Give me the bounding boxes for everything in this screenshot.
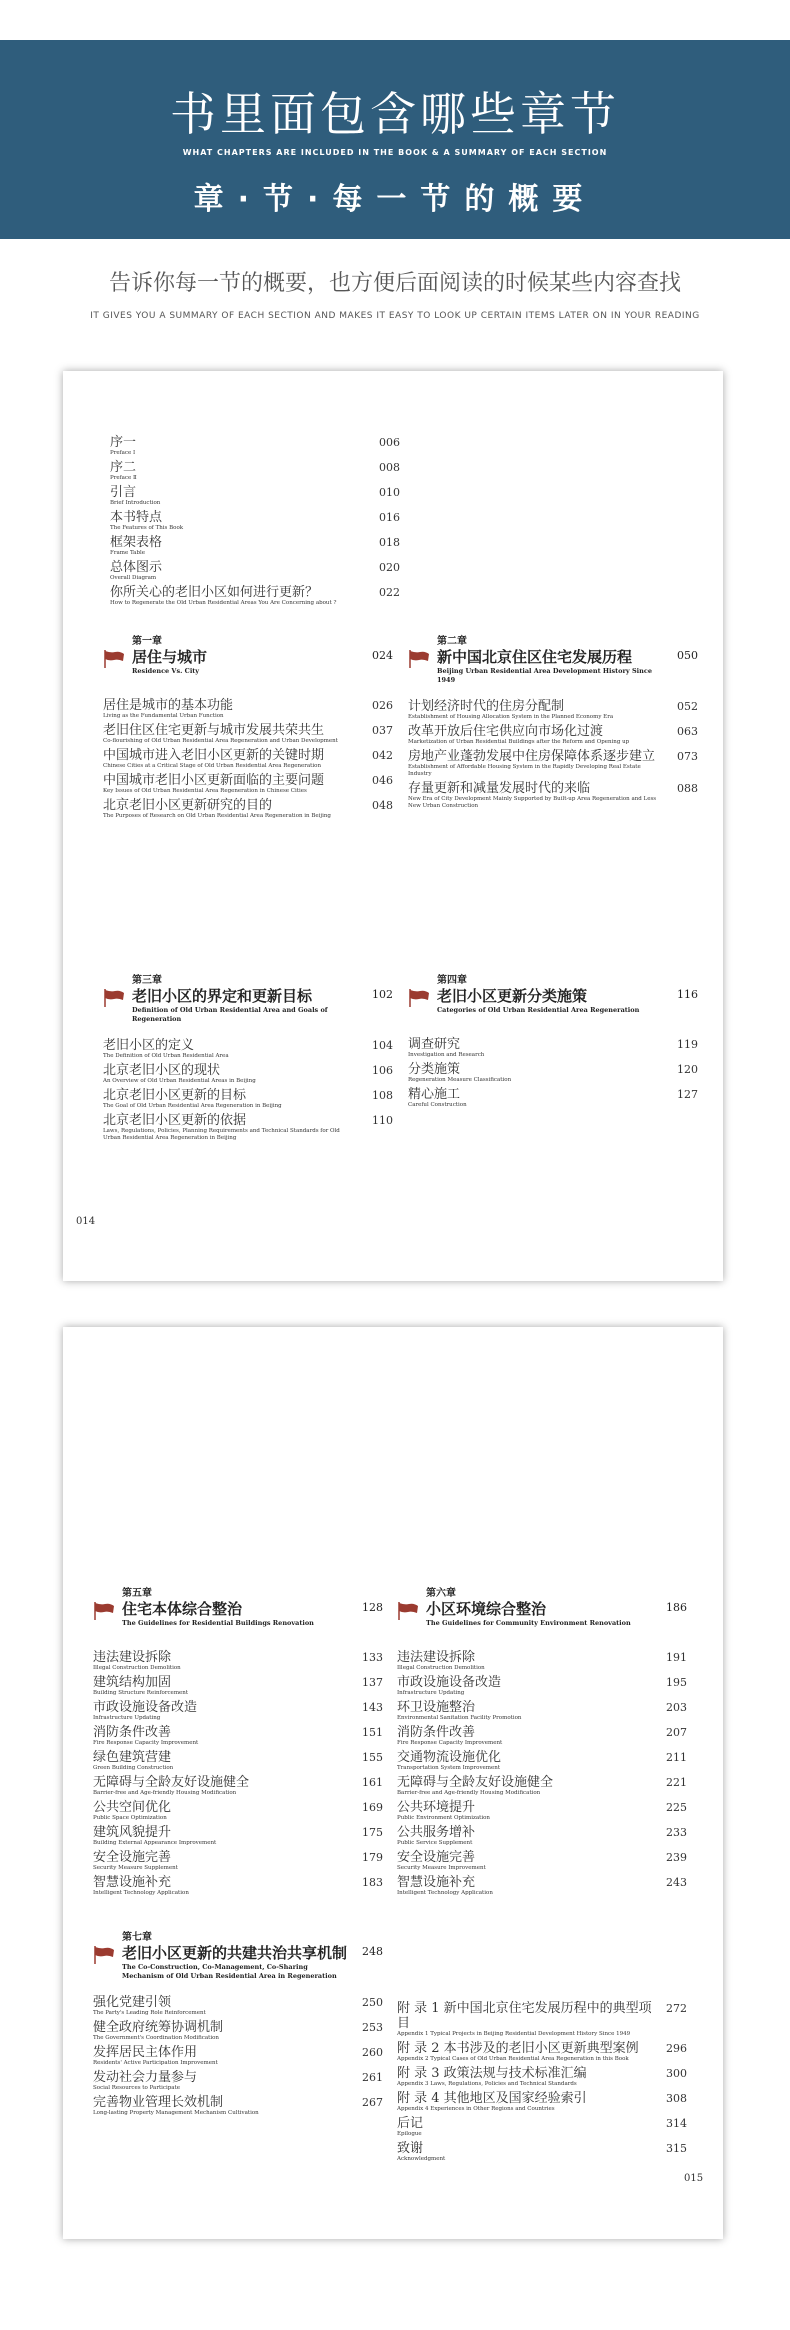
chapter-heading[interactable] [397, 1588, 687, 1636]
toc-entry[interactable] [397, 2066, 687, 2091]
toc-entry[interactable] [110, 560, 400, 585]
toc-entry[interactable] [93, 1775, 383, 1800]
toc-entry[interactable] [110, 535, 400, 560]
entry-page-number: 183 [362, 1876, 383, 1889]
chapter-page-number: 186 [666, 1601, 687, 1614]
entry-page-number: 143 [362, 1701, 383, 1714]
entry-title-zh: 环卫设施整治 [397, 1700, 476, 1715]
entry-title-en: Intelligent Technology Application [93, 1890, 189, 1896]
toc-entry[interactable] [93, 1875, 383, 1900]
entry-page-number: 110 [372, 1114, 393, 1127]
toc-entry[interactable] [397, 2141, 687, 2166]
entry-title-en: Overall Diagram [110, 575, 157, 581]
page-number: 014 [76, 1216, 96, 1227]
chapter-title-zh: 居住与城市 [132, 648, 208, 666]
entry-title-zh: 健全政府统筹协调机制 [93, 2020, 224, 2035]
toc-entry[interactable] [397, 1725, 687, 1750]
entry-page-number: 161 [362, 1776, 383, 1789]
entry-title-zh: 附 录 2 本书涉及的老旧小区更新典型案例 [397, 2041, 639, 2056]
entry-title-en: The Government's Coordination Modification [93, 2035, 219, 2041]
toc-entry[interactable] [397, 1850, 687, 1875]
entry-title-zh: 房地产业蓬勃发展中住房保障体系逐步建立 [408, 749, 656, 764]
entry-page-number: 155 [362, 1751, 383, 1764]
chapter-number: 第一章 [132, 636, 162, 647]
toc-entry[interactable] [103, 798, 393, 823]
toc-entry[interactable] [93, 1650, 383, 1675]
entry-title-zh: 附 录 3 政策法规与技术标准汇编 [397, 2066, 587, 2081]
chapter-page-number: 128 [362, 1601, 383, 1614]
entry-page-number: 272 [666, 2002, 687, 2015]
entry-title-zh: 违法建设拆除 [397, 1650, 476, 1665]
entry-title-en: The Purposes of Research on Old Urban Residential Area Regeneration in Beijing [103, 813, 331, 819]
toc-entry[interactable] [93, 1995, 383, 2020]
entry-title-en: Long-lasting Property Management Mechanism Cultivation [93, 2110, 259, 2116]
entry-title-en: The Features of This Book [110, 525, 184, 531]
entry-title-en: Public Service Supplement [397, 1840, 473, 1846]
toc-entry[interactable] [103, 1088, 393, 1113]
chapter-page-number: 102 [372, 988, 393, 1001]
toc-entry[interactable] [397, 2116, 687, 2141]
entry-title-zh: 北京老旧小区更新的依据 [103, 1113, 247, 1128]
toc-entry[interactable] [93, 1700, 383, 1725]
chapter-heading[interactable] [103, 975, 393, 1024]
toc-entry[interactable] [397, 2041, 687, 2066]
entry-page-number: 221 [666, 1776, 687, 1789]
entry-page-number: 106 [372, 1064, 393, 1077]
toc-entry[interactable] [397, 1800, 687, 1825]
entry-title-zh: 居住是城市的基本功能 [103, 698, 234, 713]
entry-title-en: Careful Construction [408, 1102, 467, 1108]
entry-title-en: Social Resources to Participate [93, 2085, 181, 2091]
chapter-heading[interactable] [103, 636, 393, 684]
chapter-2 [408, 636, 698, 813]
toc-entry[interactable] [408, 1062, 698, 1087]
toc-entry[interactable] [408, 749, 698, 781]
entry-title-zh: 老旧住区住宅更新与城市发展共荣共生 [103, 723, 325, 738]
entry-title-en: Building External Appearance Improvement [93, 1840, 217, 1846]
entry-page-number: 120 [677, 1063, 698, 1076]
entry-title-zh: 总体图示 [110, 560, 163, 575]
flag-icon [93, 1601, 115, 1621]
chapter-title-en: The Guidelines for Residential Buildings Renovation [122, 1619, 314, 1627]
tagline-en: IT GIVES YOU A SUMMARY OF EACH SECTION AND MAKES IT EASY TO LOOK UP CERTAIN ITEMS LATER ON IN YOUR READING [90, 311, 700, 321]
entry-title-en: Fire Response Capacity Improvement [397, 1740, 503, 1746]
chapter-heading[interactable] [408, 636, 698, 685]
toc-entry[interactable] [397, 2001, 687, 2041]
entry-title-zh: 计划经济时代的住房分配制 [408, 699, 565, 714]
entry-title-en: Marketization of Urban Residential Buildings after the Reform and Opening up [408, 739, 630, 745]
entry-title-en: The Party's Leading Role Reinforcement [93, 2010, 206, 2016]
chapter-title-zh: 新中国北京住区住宅发展历程 [437, 648, 633, 666]
entry-page-number: 016 [379, 511, 400, 524]
entry-title-en: Appendix 1 Typical Projects in Beijing Residential Development History Since 1949 [397, 2031, 631, 2037]
entry-page-number: 211 [666, 1751, 687, 1764]
entry-title-en: Security Measure Supplement [93, 1865, 178, 1871]
chapter-page-number: 024 [372, 649, 393, 662]
chapter-heading[interactable] [408, 975, 698, 1023]
entry-page-number: 020 [379, 561, 400, 574]
entry-title-en: Security Measure Improvement [397, 1865, 486, 1871]
entry-title-zh: 智慧设施补充 [93, 1875, 172, 1890]
entry-title-zh: 无障碍与全龄友好设施健全 [397, 1775, 554, 1790]
entry-page-number: 179 [362, 1851, 383, 1864]
chapter-5 [93, 1588, 383, 1900]
entry-title-en: Establishment of Housing Allocation System in the Planned Economy Era [408, 714, 614, 720]
entry-page-number: 104 [372, 1039, 393, 1052]
chapter-number: 第六章 [426, 1588, 456, 1599]
entry-title-en: Appendix 2 Typical Cases of Old Urban Residential Area Regeneration in this Book [397, 2056, 629, 2062]
entry-title-en: How to Regenerate the Old Urban Residential Areas You Are Concerning about ? [110, 600, 337, 606]
entry-title-en: Intelligent Technology Application [397, 1890, 493, 1896]
chapter-3 [103, 975, 393, 1145]
flag-icon [93, 1945, 115, 1965]
entry-title-zh: 北京老旧小区更新研究的目的 [103, 798, 273, 813]
entry-page-number: 233 [666, 1826, 687, 1839]
entry-page-number: 037 [372, 724, 393, 737]
entry-title-zh: 中国城市进入老旧小区更新的关键时期 [103, 748, 325, 763]
entry-title-en: The Definition of Old Urban Residential Area [103, 1053, 229, 1059]
toc-entry[interactable] [408, 699, 698, 724]
chapter-heading[interactable] [93, 1588, 383, 1636]
chapter-7 [93, 1932, 383, 2120]
entry-page-number: 119 [677, 1038, 698, 1051]
toc-entry[interactable] [397, 1675, 687, 1700]
entry-page-number: 315 [666, 2142, 687, 2155]
entry-title-zh: 消防条件改善 [93, 1725, 172, 1740]
flag-icon [103, 649, 125, 669]
entry-title-zh: 附 录 1 新中国北京住宅发展历程中的典型项目 [397, 2001, 652, 2031]
entry-title-en: An Overview of Old Urban Residential Areas in Beijing [103, 1078, 256, 1084]
entry-title-zh: 安全设施完善 [397, 1850, 476, 1865]
entry-title-zh: 发挥居民主体作用 [93, 2045, 198, 2060]
entry-title-zh: 建筑风貌提升 [93, 1825, 172, 1840]
entry-page-number: 022 [379, 586, 400, 599]
entry-title-zh: 无障碍与全龄友好设施健全 [93, 1775, 250, 1790]
toc-entry[interactable] [93, 2070, 383, 2095]
entry-page-number: 175 [362, 1826, 383, 1839]
entry-title-zh: 你所关心的老旧小区如何进行更新？ [110, 585, 319, 600]
entry-page-number: 108 [372, 1089, 393, 1102]
entry-title-en: Key Issues of Old Urban Residential Area Regeneration in Chinese Cities [103, 788, 307, 794]
chapter-title-zh: 老旧小区更新分类施策 [437, 987, 588, 1005]
entry-page-number: 042 [372, 749, 393, 762]
entry-title-en: Green Building Construction [93, 1765, 174, 1771]
header-banner [0, 40, 790, 239]
entry-title-zh: 本书特点 [110, 510, 163, 525]
toc-entry[interactable] [93, 1725, 383, 1750]
entry-page-number: 169 [362, 1801, 383, 1814]
entry-title-en: Transportation System Improvement [397, 1765, 501, 1771]
entry-title-zh: 违法建设拆除 [93, 1650, 172, 1665]
chapter-page-number: 248 [362, 1945, 383, 1958]
toc-entry[interactable] [103, 1063, 393, 1088]
flag-icon [397, 1601, 419, 1621]
entry-title-en: Residents' Active Participation Improvement [93, 2060, 218, 2066]
entry-title-en: Barrier-free and Age-friendly Housing Modification [397, 1790, 541, 1796]
entry-title-en: Investigation and Research [408, 1052, 485, 1058]
entry-title-zh: 调查研究 [408, 1037, 461, 1052]
entry-title-en: The Goal of Old Urban Residential Area Regeneration in Beijing [103, 1103, 282, 1109]
chapter-number: 第七章 [122, 1932, 152, 1943]
entry-title-zh: 市政设施设备改造 [93, 1700, 198, 1715]
entry-page-number: 267 [362, 2096, 383, 2109]
entry-page-number: 127 [677, 1088, 698, 1101]
entry-title-en: Brief Introduction [110, 500, 161, 506]
toc-entry[interactable] [103, 1038, 393, 1063]
chapter-number: 第五章 [122, 1588, 152, 1599]
toc-entry[interactable] [103, 1113, 393, 1145]
entry-title-en: Infrastructure Updating [93, 1715, 161, 1721]
entry-title-en: Preface Ⅱ [110, 475, 137, 481]
entry-title-en: Establishment of Affordable Housing System in the Rapidly Developing Real Estate Industry [408, 764, 641, 777]
entry-title-zh: 公共服务增补 [397, 1825, 476, 1840]
entry-title-zh: 绿色建筑营建 [93, 1750, 172, 1765]
toc-entry[interactable] [408, 1087, 698, 1112]
entry-title-zh: 完善物业管理长效机制 [93, 2095, 224, 2110]
entry-title-zh: 附 录 4 其他地区及国家经验索引 [397, 2091, 587, 2106]
entry-page-number: 063 [677, 725, 698, 738]
entry-title-en: Infrastructure Updating [397, 1690, 465, 1696]
entry-title-zh: 分类施策 [408, 1062, 461, 1077]
toc-page-014 [63, 371, 723, 1281]
entry-page-number: 308 [666, 2092, 687, 2105]
toc-entry[interactable] [110, 460, 400, 485]
entry-page-number: 314 [666, 2117, 687, 2130]
entry-title-zh: 安全设施完善 [93, 1850, 172, 1865]
toc-entry[interactable] [93, 1800, 383, 1825]
toc-entry[interactable] [93, 1675, 383, 1700]
entry-title-en: Public Environment Optimization [397, 1815, 490, 1821]
entry-page-number: 296 [666, 2042, 687, 2055]
toc-entry[interactable] [110, 585, 400, 610]
entry-page-number: 010 [379, 486, 400, 499]
entry-page-number: 046 [372, 774, 393, 787]
entry-page-number: 006 [379, 436, 400, 449]
entry-page-number: 073 [677, 750, 698, 763]
chapter-number: 第二章 [437, 636, 467, 647]
entry-page-number: 008 [379, 461, 400, 474]
toc-entry[interactable] [110, 435, 400, 460]
entry-page-number: 137 [362, 1676, 383, 1689]
entry-title-zh: 消防条件改善 [397, 1725, 476, 1740]
entry-page-number: 225 [666, 1801, 687, 1814]
entry-title-zh: 市政设施设备改造 [397, 1675, 502, 1690]
chapter-title-zh: 住宅本体综合整治 [122, 1600, 243, 1618]
chapter-title-en: Categories of Old Urban Residential Area Regeneration [437, 1006, 640, 1014]
chapter-title-en: The Co-Construction, Co-Management, Co-Sharing Mechanism of Old Urban Residential Area in Regeneration [122, 1963, 337, 1980]
entry-title-en: Barrier-free and Age-friendly Housing Modification [93, 1790, 237, 1796]
entry-title-en: New Era of City Development Mainly Supported by Built-up Area Regeneration and Less New Urban Construction [408, 796, 657, 809]
toc-entry[interactable] [408, 781, 698, 813]
entry-title-zh: 公共环境提升 [397, 1800, 476, 1815]
toc-entry[interactable] [397, 1700, 687, 1725]
entry-title-en: Regeneration Measure Classification [408, 1077, 512, 1083]
entry-title-zh: 框架表格 [110, 535, 163, 550]
toc-entry[interactable] [93, 1825, 383, 1850]
entry-title-zh: 序二 [110, 460, 137, 475]
toc-entry[interactable] [408, 1037, 698, 1062]
entry-page-number: 151 [362, 1726, 383, 1739]
toc-entry[interactable] [93, 2020, 383, 2045]
chapter-number: 第四章 [437, 975, 467, 986]
entry-page-number: 253 [362, 2021, 383, 2034]
entry-title-en: Appendix 3 Laws, Regulations, Policies and Technical Standards [397, 2081, 577, 2087]
toc-entry[interactable] [110, 510, 400, 535]
entry-page-number: 261 [362, 2071, 383, 2084]
entry-page-number: 195 [666, 1676, 687, 1689]
chapter-title-en: Residence Vs. City [132, 667, 200, 675]
entry-title-zh: 中国城市老旧小区更新面临的主要问题 [103, 773, 325, 788]
entry-page-number: 052 [677, 700, 698, 713]
toc-entry[interactable] [93, 2095, 383, 2120]
chapter-heading[interactable] [93, 1932, 383, 1981]
entry-title-zh: 存量更新和减量发展时代的来临 [408, 781, 591, 796]
chapter-title-en: The Guidelines for Community Environment Renovation [426, 1619, 631, 1627]
entry-page-number: 191 [666, 1651, 687, 1664]
chapter-title-zh: 小区环境综合整治 [426, 1600, 547, 1618]
flag-icon [408, 649, 430, 669]
chapter-page-number: 116 [677, 988, 698, 1001]
chapter-6 [397, 1588, 687, 1900]
entry-page-number: 133 [362, 1651, 383, 1664]
entry-title-en: Environmental Sanitation Facility Promotion [397, 1715, 522, 1721]
toc-entry[interactable] [110, 485, 400, 510]
entry-title-en: Illegal Construction Demolition [93, 1665, 181, 1671]
entry-page-number: 207 [666, 1726, 687, 1739]
front-matter-list [110, 435, 400, 610]
toc-entry[interactable] [93, 1850, 383, 1875]
back-matter-list [397, 2001, 687, 2166]
entry-title-zh: 序一 [110, 435, 137, 450]
flag-icon [408, 988, 430, 1008]
toc-entry[interactable] [397, 1750, 687, 1775]
toc-entry[interactable] [397, 1775, 687, 1800]
chapter-page-number: 050 [677, 649, 698, 662]
entry-title-zh: 北京老旧小区的现状 [103, 1063, 221, 1078]
entry-title-zh: 公共空间优化 [93, 1800, 172, 1815]
entry-title-zh: 改革开放后住宅供应向市场化过渡 [408, 724, 604, 739]
entry-title-en: Laws, Regulations, Policies, Planning Requirements and Technical Standards for Old Urban Residential Area Regeneration in Beijing [103, 1128, 340, 1141]
entry-title-zh: 后记 [397, 2116, 424, 2131]
entry-title-en: Epilogue [397, 2131, 422, 2137]
chapter-title-zh: 老旧小区更新的共建共治共享机制 [122, 1944, 348, 1962]
toc-entry[interactable] [397, 1875, 687, 1900]
entry-page-number: 250 [362, 1996, 383, 2009]
entry-title-en: Fire Response Capacity Improvement [93, 1740, 199, 1746]
entry-title-en: Building Structure Reinforcement [93, 1690, 189, 1696]
toc-entry[interactable] [103, 748, 393, 773]
entry-page-number: 300 [666, 2067, 687, 2080]
entry-page-number: 260 [362, 2046, 383, 2059]
chapter-title-en: Definition of Old Urban Residential Area and Goals of Regeneration [132, 1006, 328, 1023]
entry-title-zh: 致谢 [397, 2141, 424, 2156]
entry-page-number: 018 [379, 536, 400, 549]
entry-page-number: 239 [666, 1851, 687, 1864]
entry-page-number: 088 [677, 782, 698, 795]
flag-icon [103, 988, 125, 1008]
page-number: 015 [684, 2173, 704, 2184]
entry-page-number: 203 [666, 1701, 687, 1714]
banner-subtitle-zh: 章·节·每一节的概要 [193, 182, 597, 217]
entry-title-zh: 精心施工 [408, 1087, 461, 1102]
toc-entry[interactable] [103, 698, 393, 723]
entry-title-zh: 建筑结构加固 [93, 1675, 172, 1690]
chapter-number: 第三章 [132, 975, 162, 986]
toc-entry[interactable] [103, 723, 393, 748]
toc-entry[interactable] [103, 773, 393, 798]
toc-entry[interactable] [408, 724, 698, 749]
toc-entry[interactable] [93, 1750, 383, 1775]
tagline-zh: 告诉你每一节的概要，也方便后面阅读的时候某些内容查找 [108, 271, 681, 296]
chapter-title-en: Beijing Urban Residential Area Development History Since 1949 [437, 667, 652, 684]
entry-title-zh: 老旧小区的定义 [103, 1038, 195, 1053]
entry-title-en: Public Space Optimization [93, 1815, 167, 1821]
toc-page-015 [63, 1327, 723, 2239]
entry-title-en: Appendix 4 Experiences in Other Regions and Countries [397, 2106, 555, 2112]
entry-title-zh: 智慧设施补充 [397, 1875, 476, 1890]
entry-title-en: Acknowledgment [397, 2156, 446, 2162]
entry-title-en: Living as the Fundamental Urban Function [103, 713, 224, 719]
chapter-1 [103, 636, 393, 823]
entry-title-en: Chinese Cities at a Critical Stage of Old Urban Residential Area Regeneration [103, 763, 321, 769]
chapter-4 [408, 975, 698, 1112]
chapter-title-zh: 老旧小区的界定和更新目标 [132, 987, 313, 1005]
entry-title-zh: 引言 [110, 485, 137, 500]
toc-entry[interactable] [397, 1825, 687, 1850]
entry-title-zh: 交通物流设施优化 [397, 1750, 502, 1765]
banner-subtitle-en: WHAT CHAPTERS ARE INCLUDED IN THE BOOK & A SUMMARY OF EACH SECTION [182, 148, 608, 157]
entry-title-zh: 强化党建引领 [93, 1995, 172, 2010]
entry-title-en: Co-flourishing of Old Urban Residential Area Regeneration and Urban Development [103, 738, 338, 744]
toc-entry[interactable] [397, 1650, 687, 1675]
entry-title-zh: 北京老旧小区更新的目标 [103, 1088, 247, 1103]
entry-page-number: 243 [666, 1876, 687, 1889]
toc-entry[interactable] [93, 2045, 383, 2070]
entry-title-en: Illegal Construction Demolition [397, 1665, 485, 1671]
entry-title-en: Frame Table [110, 550, 145, 556]
entry-title-zh: 发动社会力量参与 [93, 2070, 198, 2085]
entry-page-number: 048 [372, 799, 393, 812]
entry-page-number: 026 [372, 699, 393, 712]
toc-entry[interactable] [397, 2091, 687, 2116]
banner-title: 书里面包含哪些章节 [170, 87, 620, 141]
entry-title-en: Preface Ⅰ [110, 450, 136, 456]
